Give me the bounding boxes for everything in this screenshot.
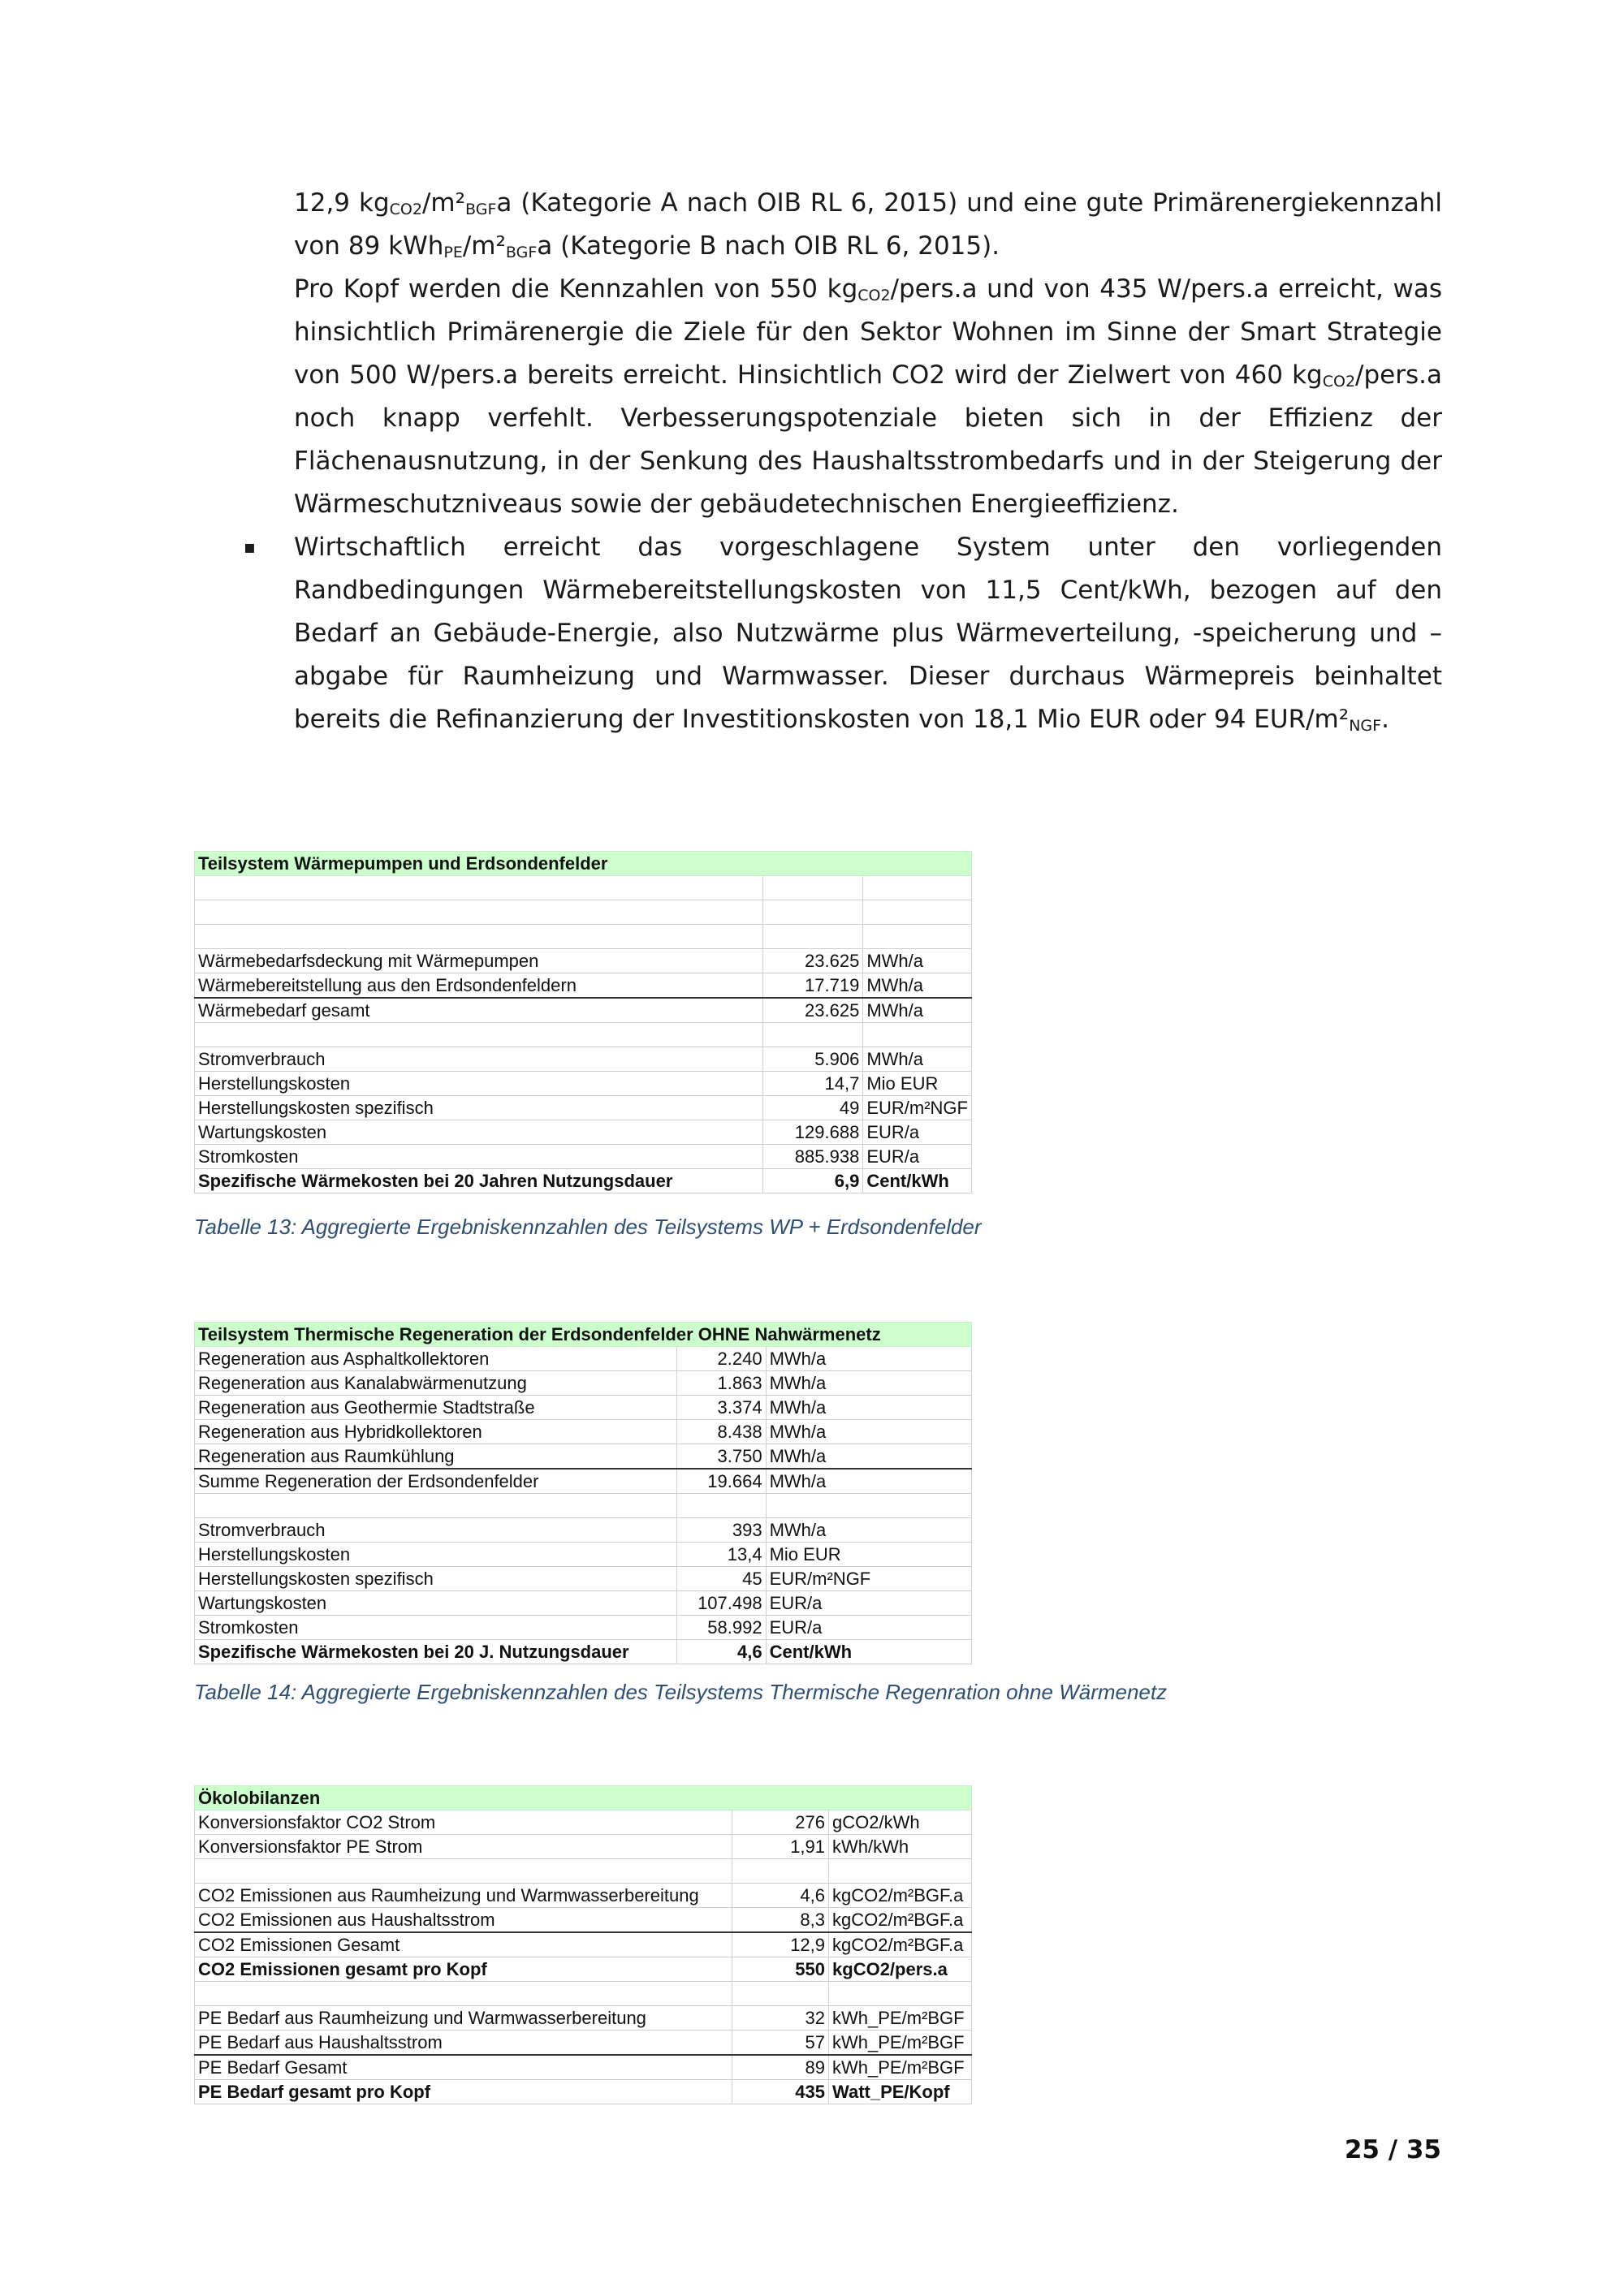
row-label: Wartungskosten bbox=[195, 1120, 763, 1145]
row-unit: Watt_PE/Kopf bbox=[829, 2080, 972, 2104]
subscript: CO2 bbox=[1322, 373, 1356, 391]
row-value: 23.625 bbox=[762, 949, 863, 973]
table-heat-pumps bbox=[194, 851, 972, 1193]
subscript: PE bbox=[443, 244, 463, 261]
subscript: CO2 bbox=[389, 201, 422, 218]
row-label: Herstellungskosten bbox=[195, 1543, 677, 1567]
row-unit: MWh/a bbox=[766, 1347, 971, 1371]
table-row-result bbox=[195, 2080, 972, 2104]
row-value: 1,91 bbox=[732, 1835, 828, 1859]
table-row bbox=[195, 1396, 972, 1420]
row-label: Konversionsfaktor CO2 Strom bbox=[195, 1810, 732, 1835]
row-label: Spezifische Wärmekosten bei 20 Jahren Nutzungsdauer bbox=[195, 1169, 763, 1193]
body-text bbox=[244, 182, 1443, 741]
row-value: 885.938 bbox=[762, 1145, 863, 1169]
row-unit: kgCO2/pers.a bbox=[829, 1957, 972, 1982]
row-unit: kgCO2/m²BGF.a bbox=[829, 1932, 972, 1957]
row-label: Regeneration aus Asphaltkollektoren bbox=[195, 1347, 677, 1371]
page-number: 25 / 35 bbox=[1344, 2135, 1441, 2164]
row-value: 12,9 bbox=[732, 1932, 828, 1957]
table-title: Ökolobilanzen bbox=[195, 1786, 972, 1810]
table-row bbox=[195, 1884, 972, 1908]
row-unit: EUR/a bbox=[863, 1145, 972, 1169]
table-row-empty bbox=[195, 925, 972, 949]
text-run: /pers.a und von 435 W/pers.a erreicht, was hinsichtlich Primärenergie die Ziele für den Sektor Wohnen im Sinne der Smart Strategie von 500 W/pers.a bereits erreicht. Hinsichtlich CO2 wird der Zielwert von 460 kg bbox=[294, 274, 1443, 390]
row-unit: MWh/a bbox=[863, 998, 972, 1023]
table-row bbox=[195, 1810, 972, 1835]
table-row bbox=[195, 1543, 972, 1567]
row-value: 129.688 bbox=[762, 1120, 863, 1145]
row-unit: MWh/a bbox=[766, 1396, 971, 1420]
row-unit: Mio EUR bbox=[863, 1072, 972, 1096]
text-run: /m² bbox=[462, 231, 506, 261]
row-value: 393 bbox=[676, 1518, 766, 1543]
row-value: 435 bbox=[732, 2080, 828, 2104]
row-label: CO2 Emissionen aus Haushaltsstrom bbox=[195, 1908, 732, 1933]
text-run: . bbox=[1381, 705, 1389, 734]
subscript: BGF bbox=[505, 244, 538, 261]
table-row-total bbox=[195, 1932, 972, 1957]
text-run: /pers.a noch knapp verfehlt. Verbesserungspotenziale bieten sich in der Effizienz der Flächenausnutzung, in der Senkung des Haushaltsstrombedarfs und in der Steigerung der Wärmeschutzniveaus sowie der gebäudetechnischen Energieeffizienz. bbox=[294, 360, 1442, 519]
row-value: 23.625 bbox=[762, 998, 863, 1023]
row-unit: MWh/a bbox=[766, 1518, 971, 1543]
table-thermal-regeneration bbox=[194, 1322, 972, 1664]
table-row-result bbox=[195, 1640, 972, 1664]
row-unit: MWh/a bbox=[863, 1047, 972, 1072]
row-unit: EUR/a bbox=[863, 1120, 972, 1145]
row-label: Regeneration aus Hybridkollektoren bbox=[195, 1420, 677, 1444]
text-run: a (Kategorie A nach OIB RL 6, 2015) und eine gute Primärenergiekennzahl von 89 kWh bbox=[294, 188, 1442, 261]
table-row bbox=[195, 1347, 972, 1371]
row-label: Regeneration aus Kanalabwärmenutzung bbox=[195, 1371, 677, 1396]
table-row bbox=[195, 1096, 972, 1120]
row-unit: Cent/kWh bbox=[766, 1640, 971, 1664]
table-header-row bbox=[195, 1323, 972, 1347]
row-label: PE Bedarf aus Haushaltsstrom bbox=[195, 2031, 732, 2056]
table-title: Teilsystem Wärmepumpen und Erdsondenfelder bbox=[195, 852, 972, 876]
row-label: Konversionsfaktor PE Strom bbox=[195, 1835, 732, 1859]
row-value: 89 bbox=[732, 2055, 828, 2080]
table-row-empty bbox=[195, 1982, 972, 2006]
table-caption-13: Tabelle 13: Aggregierte Ergebniskennzahlen des Teilsystems WP + Erdsondenfelder bbox=[194, 1215, 982, 1239]
table-row bbox=[195, 1371, 972, 1396]
table-row-empty bbox=[195, 1859, 972, 1884]
row-label: Summe Regeneration der Erdsondenfelder bbox=[195, 1469, 677, 1494]
row-unit: kWh_PE/m²BGF bbox=[829, 2006, 972, 2031]
row-value: 57 bbox=[732, 2031, 828, 2056]
table-row-total bbox=[195, 1469, 972, 1494]
row-value: 32 bbox=[732, 2006, 828, 2031]
row-value: 6,9 bbox=[762, 1169, 863, 1193]
subscript: CO2 bbox=[857, 287, 891, 304]
row-value: 49 bbox=[762, 1096, 863, 1120]
row-value: 3.750 bbox=[676, 1444, 766, 1470]
table-row-result bbox=[195, 1957, 972, 1982]
table-row bbox=[195, 2031, 972, 2056]
table-row bbox=[195, 1145, 972, 1169]
row-label: Stromverbrauch bbox=[195, 1518, 677, 1543]
row-unit: MWh/a bbox=[863, 949, 972, 973]
row-value: 5.906 bbox=[762, 1047, 863, 1072]
row-label: Stromkosten bbox=[195, 1616, 677, 1640]
row-value: 14,7 bbox=[762, 1072, 863, 1096]
subscript: NGF bbox=[1349, 717, 1382, 735]
row-label: PE Bedarf gesamt pro Kopf bbox=[195, 2080, 732, 2104]
row-unit: EUR/m²NGF bbox=[766, 1567, 971, 1591]
row-unit: EUR/m²NGF bbox=[863, 1096, 972, 1120]
table-row-total bbox=[195, 2055, 972, 2080]
table-row bbox=[195, 1047, 972, 1072]
table-row-empty bbox=[195, 1023, 972, 1047]
row-value: 1.863 bbox=[676, 1371, 766, 1396]
table-row bbox=[195, 1616, 972, 1640]
text-run: 12,9 kg bbox=[294, 188, 390, 218]
row-value: 550 bbox=[732, 1957, 828, 1982]
row-label: Spezifische Wärmekosten bei 20 J. Nutzungsdauer bbox=[195, 1640, 677, 1664]
table-header-row bbox=[195, 1786, 972, 1810]
text-run: a (Kategorie B nach OIB RL 6, 2015). bbox=[537, 231, 1000, 261]
row-value: 107.498 bbox=[676, 1591, 766, 1616]
row-value: 276 bbox=[732, 1810, 828, 1835]
row-unit: MWh/a bbox=[766, 1469, 971, 1494]
row-label: CO2 Emissionen Gesamt bbox=[195, 1932, 732, 1957]
row-unit: MWh/a bbox=[863, 973, 972, 999]
row-unit: kWh_PE/m²BGF bbox=[829, 2055, 972, 2080]
table-caption-14: Tabelle 14: Aggregierte Ergebniskennzahlen des Teilsystems Thermische Regenration ohne Wärmenetz bbox=[194, 1680, 1168, 1704]
row-label: Herstellungskosten spezifisch bbox=[195, 1096, 763, 1120]
row-label: CO2 Emissionen aus Raumheizung und Warmwasserbereitung bbox=[195, 1884, 732, 1908]
row-label: Regeneration aus Raumkühlung bbox=[195, 1444, 677, 1470]
row-label: Stromverbrauch bbox=[195, 1047, 763, 1072]
table-row bbox=[195, 949, 972, 973]
table-eco-balance bbox=[194, 1785, 972, 2104]
table-row bbox=[195, 1567, 972, 1591]
table-row-total bbox=[195, 998, 972, 1023]
row-value: 17.719 bbox=[762, 973, 863, 999]
row-value: 13,4 bbox=[676, 1543, 766, 1567]
row-unit: MWh/a bbox=[766, 1420, 971, 1444]
row-value: 58.992 bbox=[676, 1616, 766, 1640]
row-label: CO2 Emissionen gesamt pro Kopf bbox=[195, 1957, 732, 1982]
row-label: Wärmebedarfsdeckung mit Wärmepumpen bbox=[195, 949, 763, 973]
table-row bbox=[195, 1444, 972, 1470]
row-label: Wartungskosten bbox=[195, 1591, 677, 1616]
table-row bbox=[195, 1120, 972, 1145]
row-unit: EUR/a bbox=[766, 1616, 971, 1640]
row-unit: gCO2/kWh bbox=[829, 1810, 972, 1835]
row-unit: EUR/a bbox=[766, 1591, 971, 1616]
row-unit: kWh_PE/m²BGF bbox=[829, 2031, 972, 2056]
row-unit: MWh/a bbox=[766, 1444, 971, 1470]
row-unit: Mio EUR bbox=[766, 1543, 971, 1567]
row-unit: kgCO2/m²BGF.a bbox=[829, 1908, 972, 1933]
row-label: Regeneration aus Geothermie Stadtstraße bbox=[195, 1396, 677, 1420]
table-row bbox=[195, 973, 972, 999]
bullet-icon: ▪ bbox=[244, 537, 256, 558]
table-row-empty bbox=[195, 1494, 972, 1518]
row-label: PE Bedarf Gesamt bbox=[195, 2055, 732, 2080]
row-unit: kgCO2/m²BGF.a bbox=[829, 1884, 972, 1908]
table-title: Teilsystem Thermische Regeneration der Erdsondenfelder OHNE Nahwärmenetz bbox=[195, 1323, 972, 1347]
table-row bbox=[195, 1420, 972, 1444]
table-row bbox=[195, 2006, 972, 2031]
row-unit: MWh/a bbox=[766, 1371, 971, 1396]
table-header-row bbox=[195, 852, 972, 876]
row-label: Herstellungskosten bbox=[195, 1072, 763, 1096]
text-run: Wirtschaftlich erreicht das vorgeschlagene System unter den vorliegenden Randbedingungen Wärmebereitstellungskosten von 11,5 Cent/kWh, bezogen auf den Bedarf an Gebäude-Energie, also Nutzwärme plus Wärmeverteilung, -speicherung und –abgabe für Raumheizung und Warmwasser. Dieser durchaus Wärmepreis beinhaltet bereits die Refinanzierung der Investitionskosten von 18,1 Mio EUR oder 94 EUR/m² bbox=[294, 533, 1442, 734]
row-value: 4,6 bbox=[732, 1884, 828, 1908]
table-row bbox=[195, 1908, 972, 1933]
table-row bbox=[195, 1591, 972, 1616]
table-row bbox=[195, 1072, 972, 1096]
text-run: /m² bbox=[421, 188, 466, 218]
row-value: 3.374 bbox=[676, 1396, 766, 1420]
table-row-empty bbox=[195, 900, 972, 925]
table-row-empty bbox=[195, 876, 972, 900]
row-value: 4,6 bbox=[676, 1640, 766, 1664]
row-unit: Cent/kWh bbox=[863, 1169, 972, 1193]
bullet-text bbox=[294, 526, 1442, 741]
row-value: 2.240 bbox=[676, 1347, 766, 1371]
table-row bbox=[195, 1518, 972, 1543]
table-row bbox=[195, 1835, 972, 1859]
row-label: PE Bedarf aus Raumheizung und Warmwasserbereitung bbox=[195, 2006, 732, 2031]
subscript: BGF bbox=[465, 201, 497, 218]
bullet-item-economics bbox=[244, 526, 1442, 741]
row-label: Stromkosten bbox=[195, 1145, 763, 1169]
row-label: Wärmebedarf gesamt bbox=[195, 998, 763, 1023]
row-label: Wärmebereitstellung aus den Erdsondenfeldern bbox=[195, 973, 763, 999]
row-value: 45 bbox=[676, 1567, 766, 1591]
row-value: 19.664 bbox=[676, 1469, 766, 1494]
row-unit: kWh/kWh bbox=[829, 1835, 972, 1859]
row-value: 8,3 bbox=[732, 1908, 828, 1933]
text-run: Pro Kopf werden die Kennzahlen von 550 kg bbox=[294, 274, 858, 304]
paragraph-per-capita bbox=[294, 268, 1442, 526]
table-row-result bbox=[195, 1169, 972, 1193]
row-label: Herstellungskosten spezifisch bbox=[195, 1567, 677, 1591]
paragraph-co2-pe bbox=[294, 182, 1442, 268]
row-value: 8.438 bbox=[676, 1420, 766, 1444]
